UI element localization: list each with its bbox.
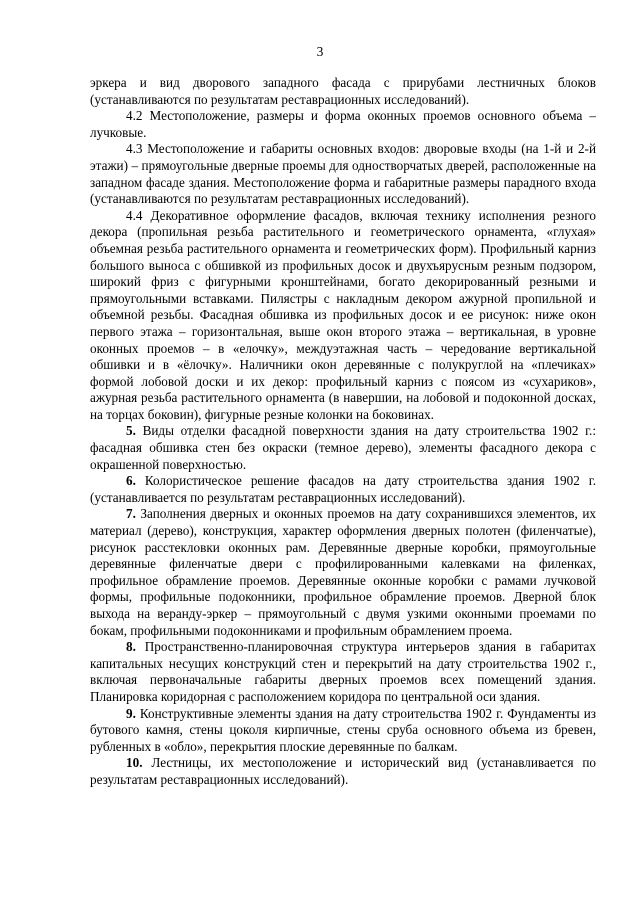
paragraph-number: 8.: [126, 639, 136, 655]
paragraph-text: 4.3 Местоположение и габариты основных входов: дворовые входы (на 1-й и 2-й этажи) – прямоугольные дверные проемы для одностворчатых дверей, расположенные на западном фасаде здания. Местоположение форма и габаритные размеры парадного входа (устанавливаются по результатам реставрационных исследований).: [90, 141, 596, 207]
paragraph-text: 4.4 Декоративное оформление фасадов, включая технику исполнения резного декора (пропильная резьба растительного и геометрического орнамента, «глухая» объемная резьба растительного орнамента и геометрических форм). Профильный карниз большого выноса с обшивкой из профильных досок и двухъярусным резным подзором, широкий фриз с фигурными кронштейнами, богато декорированный резными и прямоугольными вставками. Пилястры с накладным декором ажурной пропильной и объемной резьбы. Фасадная обшивка из профильных досок и ее рисунок: ниже окон первого этажа – горизонтальная, выше окон второго этажа – вертикальная, в уровне оконных проемов – в «елочку», междуэтажная часть – чередование вертикальной обшивки и в «ёлочку». Наличники окон деревянные с полукруглой на «плечиках» формой лобовой доски и их декор: профильный карниз с поясом из «сухариков», ажурная резьба растительного орнамента (в навершии, на лобовой и подоконной досках, на торцах боковин), фигурные резные колонки на боковинах.: [90, 207, 596, 422]
paragraph-number: 7.: [126, 506, 136, 522]
paragraph-number: 9.: [126, 705, 136, 721]
paragraph: [90, 706, 596, 756]
paragraph-text: эркера и вид дворового западного фасада с прирубами лестничных блоков (устанавливаются по результатам реставрационных исследований).: [90, 75, 596, 107]
paragraph: [90, 423, 596, 473]
paragraph-text: Колористическое решение фасадов на дату строительства здания 1902 г. (устанавливается по результатам реставрационных исследований).: [90, 473, 596, 505]
paragraph: [90, 141, 596, 207]
paragraph: [90, 639, 596, 705]
paragraph: [90, 755, 596, 788]
paragraph-text: Лестницы, их местоположение и исторический вид (устанавливается по результатам реставрационных исследований).: [90, 755, 597, 787]
page-number: 3: [316, 44, 324, 59]
paragraph: [90, 75, 596, 108]
paragraph-number: 10.: [126, 755, 143, 771]
paragraph-text: Виды отделки фасадной поверхности здания на дату строительства 1902 г.: фасадная обшивка стен без окраски (темное дерево), элементы фасадного декора с окрашенной поверхностью.: [90, 423, 596, 472]
paragraph-number: 5.: [126, 423, 136, 439]
paragraph: [90, 208, 596, 424]
paragraph-text: Конструктивные элементы здания на дату строительства 1902 г. Фундаменты из бутового камня, стены цоколя кирпичные, стены сруба основного объема из бревен, рубленных в «обло», перекрытия плоские деревянные по балкам.: [90, 705, 597, 754]
document-body: [90, 75, 596, 789]
paragraph-text: 4.2 Местоположение, размеры и форма оконных проемов основного объема – лучковые.: [90, 108, 596, 140]
paragraph-text: Заполнения дверных и оконных проемов на дату сохранившихся элементов, их материал (дерево), конструкция, характер оформления дверных полотен (филенчатые), рисунок расстекловки оконных рам. Деревянные дверные коробки, прямоугольные деревянные филенчатые двери с профилированными калевками на филенках, профильное обрамление проемов. Деревянные оконные коробки с рамами лучковой формы, профильные подоконники, профильное обрамление проемов. Дверной блок выхода на веранду-эркер – прямоугольный с двумя узкими оконными проемами по бокам, профильными подоконниками и профильным обрамлением проема.: [90, 506, 597, 638]
paragraph: [90, 506, 596, 639]
paragraph-text: Пространственно-планировочная структура интерьеров здания в габаритах капитальных несущих конструкций стен и перекрытий на дату строительства 1902 г., включая первоначальные габариты дверных проемов всех помещений здания. Планировка коридорная с расположением коридора по центральной оси здания.: [90, 639, 596, 704]
paragraph: [90, 473, 596, 506]
paragraph: [90, 108, 596, 141]
paragraph-number: 6.: [126, 473, 136, 489]
